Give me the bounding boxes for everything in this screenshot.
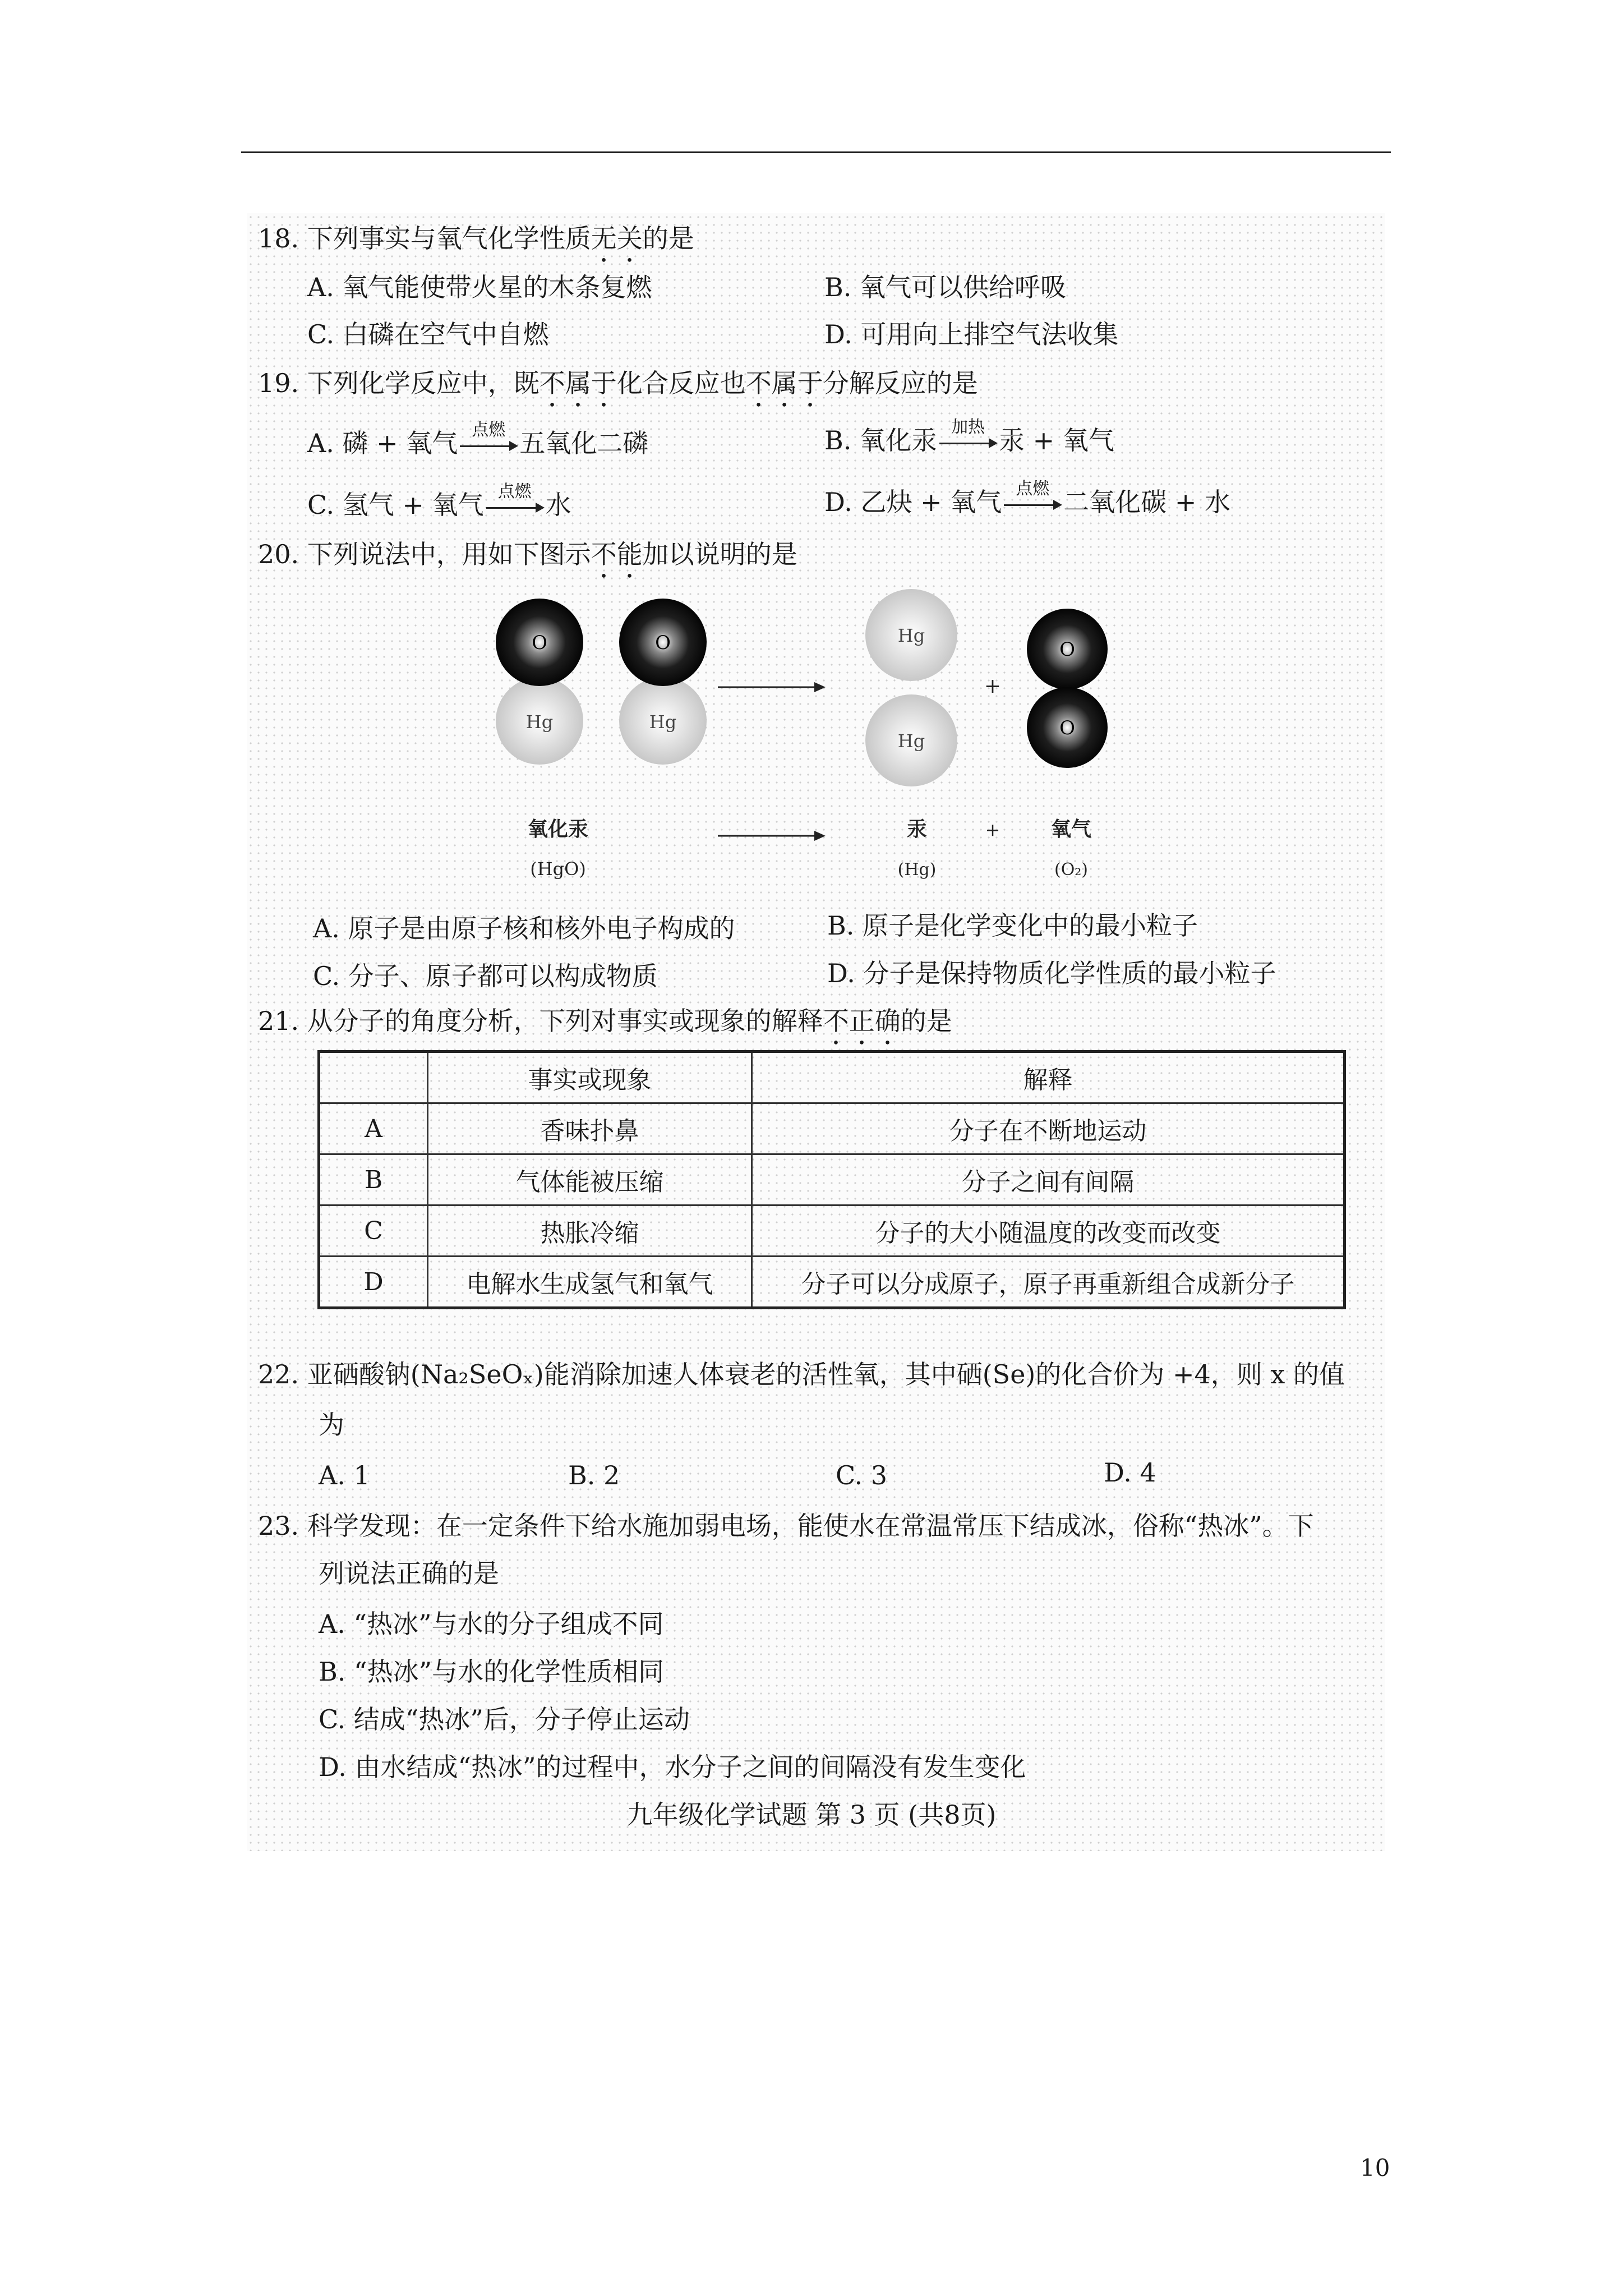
mercury-atom-label: Hg [525, 711, 554, 733]
label-mercury-oxide: 氧化汞 [527, 817, 589, 841]
question-23-option-b: B. “热冰”与水的化学性质相同 [319, 1657, 665, 1687]
table-cell: C [319, 1205, 428, 1257]
formula-mercury-oxide: (HgO) [530, 858, 586, 880]
question-22-option-a: A. 1 [319, 1460, 370, 1490]
label-oxygen: 氧气 [1050, 817, 1092, 841]
table-cell: 电解水生成氢气和氧气 [428, 1257, 752, 1308]
reaction-arrow: 点燃 [484, 488, 546, 522]
table-row [319, 1154, 1345, 1205]
question-23-option-a: A. “热冰”与水的分子组成不同 [319, 1609, 664, 1639]
table-cell: 香味扑鼻 [428, 1103, 752, 1154]
table-header-cell [319, 1052, 428, 1103]
table-cell: D [319, 1257, 428, 1308]
question-18-stem: 18. 下列事实与氧气化学性质无关的是 [258, 223, 694, 254]
oxygen-atom-label: O [1059, 717, 1075, 739]
question-20-option-b: B. 原子是化学变化中的最小粒子 [827, 910, 1198, 941]
question-23-stem: 23. 科学发现：在一定条件下给水施加弱电场，能使水在常温常压下结成冰，俗称“热冰”。下 [258, 1511, 1314, 1541]
question-18-option-d: D. 可用向上排空气法收集 [824, 319, 1119, 349]
question-19-option-b: B. 氧化汞 加热 汞 + 氧气 [824, 424, 1114, 457]
table-cell: 气体能被压缩 [428, 1154, 752, 1205]
question-20-option-d: D. 分子是保持物质化学性质的最小粒子 [827, 958, 1276, 988]
question-22-option-c: C. 3 [836, 1460, 888, 1490]
hgo-molecule-1 [496, 599, 583, 765]
question-18-option-a: A. 氧气能使带火星的木条复燃 [307, 272, 652, 302]
table-cell: 分子在不断地运动 [752, 1103, 1345, 1154]
oxygen-atom-label: O [1059, 638, 1075, 661]
plus-sign: + [985, 819, 1000, 840]
reaction-arrow: 点燃 [458, 426, 519, 460]
mercury-atom-label: Hg [649, 711, 677, 733]
reaction-arrow [718, 831, 826, 841]
formula-mercury: (Hg) [897, 860, 937, 880]
question-22-stem-continued: 为 [319, 1410, 344, 1440]
question-23-option-c: C. 结成“热冰”后，分子停止运动 [319, 1704, 690, 1734]
table-cell: 热胀冷缩 [428, 1205, 752, 1257]
question-19-option-d: D. 乙炔 + 氧气 点燃 二氧化碳 + 水 [824, 485, 1230, 519]
mercury-atom-label: Hg [897, 730, 925, 752]
plus-sign: + [984, 675, 1002, 698]
question-20-option-c: C. 分子、原子都可以构成物质 [313, 961, 658, 991]
table-row [319, 1205, 1345, 1257]
table-header-cell: 解释 [752, 1052, 1345, 1103]
page-number: 10 [1360, 2154, 1390, 2182]
table-cell: 分子的大小随温度的改变而改变 [752, 1205, 1345, 1257]
hgo-molecule-2 [619, 599, 707, 765]
question-22-option-b: B. 2 [568, 1460, 620, 1490]
question-18-option-c: C. 白磷在空气中自燃 [307, 319, 549, 349]
question-23-stem-continued: 列说法正确的是 [319, 1558, 499, 1589]
table-cell: 分子之间有间隔 [752, 1154, 1345, 1205]
question-19-option-c: C. 氢气 + 氧气 点燃 水 [307, 488, 571, 522]
question-22-option-d: D. 4 [1104, 1457, 1156, 1488]
table-row [319, 1103, 1345, 1154]
table-cell: A [319, 1103, 428, 1154]
table-header-cell: 事实或现象 [428, 1052, 752, 1103]
oxygen-atom-label: O [532, 632, 547, 654]
page-footer: 九年级化学试题 第 3 页 (共8页) [626, 1800, 997, 1830]
question-20-option-a: A. 原子是由原子核和核外电子构成的 [313, 913, 735, 944]
question-19-option-a: A. 磷 + 氧气 点燃 五氧化二磷 [307, 426, 648, 460]
reaction-arrow [718, 682, 826, 692]
question-22-stem: 22. 亚硒酸钠(Na₂SeOₓ)能消除加速人体衰老的活性氧，其中硒(Se)的化合价为 +4，则 x 的值 [258, 1359, 1345, 1389]
reaction-arrow: 加热 [937, 424, 999, 457]
mercury-atom-label: Hg [897, 625, 925, 646]
table-cell: B [319, 1154, 428, 1205]
question-23-option-d: D. 由水结成“热冰”的过程中，水分子之间的间隔没有发生变化 [319, 1752, 1026, 1782]
question-21-stem: 21. 从分子的角度分析，下列对事实或现象的解释不正确的是 [258, 1006, 952, 1036]
table-cell: 分子可以分成原子，原子再重新组合成新分子 [752, 1257, 1345, 1308]
oxygen-molecule [1027, 609, 1108, 768]
mercury-oxide-decomposition-figure [482, 589, 1127, 903]
reaction-arrow: 点燃 [1002, 485, 1063, 519]
table-row [319, 1257, 1345, 1308]
question-21-table [317, 1050, 1346, 1309]
oxygen-atom-label: O [655, 632, 671, 654]
formula-oxygen: (O₂) [1054, 860, 1089, 880]
question-18-option-b: B. 氧气可以供给呼吸 [824, 272, 1067, 302]
table-header-row [319, 1052, 1345, 1103]
header-rule [241, 151, 1391, 153]
question-19-stem: 19. 下列化学反应中，既不属于化合反应也不属于分解反应的是 [258, 368, 978, 398]
label-mercury: 汞 [906, 817, 928, 841]
question-20-stem: 20. 下列说法中，用如下图示不能加以说明的是 [258, 539, 797, 569]
